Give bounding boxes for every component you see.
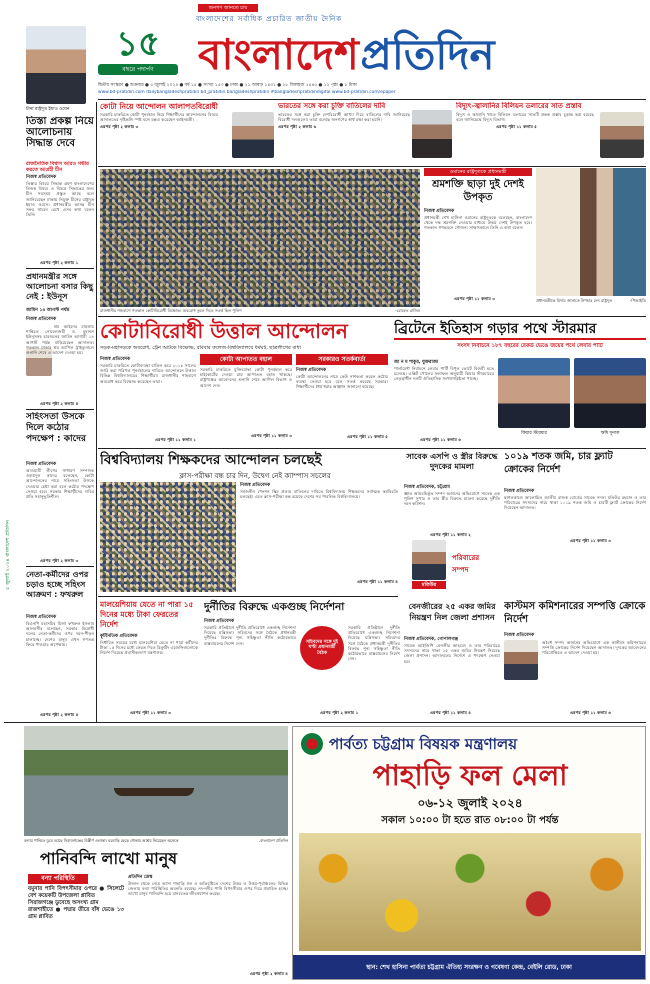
quota-jump-1: এরপর পৃষ্ঠা ১১ কলাম ১ bbox=[155, 437, 196, 442]
ad-venue-band bbox=[293, 955, 645, 979]
left-rule-1 bbox=[26, 268, 94, 269]
quota-col-3 bbox=[296, 367, 388, 447]
masthead-tagline-badge: জনগণ জানতে চায় bbox=[198, 4, 258, 12]
matiur-inset-line1: পরিবারের bbox=[452, 554, 480, 562]
pm-story-headline: শ্রমশক্তি ছাড়া দুই দেশই উপকৃত bbox=[432, 179, 524, 203]
teachers-subhead: ক্লাস-পরীক্ষা বন্ধ চার দিন, উদ্বেগ নেই ক্যাম্পাস সচলের bbox=[179, 472, 331, 480]
flood-caption-credit: -বাংলাদেশ প্রতিদিন bbox=[258, 838, 288, 843]
starmer-photo bbox=[498, 358, 570, 428]
corruption-body: সরকারি প্রতিষ্ঠানে দুর্নীতি প্রতিরোধে একগুচ্ছ নির্দেশনা দিয়েছে মন্ত্রিসভা। সচিবদের সঙ্গে বৈঠকে প্রধানমন্ত্রী দুর্নীতির বিরুদ্ধে শূন্য সহিষ্ণুতা নীতি কঠোরভাবে বাস্তবায়নের নির্দেশ দেন। bbox=[204, 625, 296, 646]
left-jump-4: এরপর পৃষ্ঠা ২ কলাম ৫ bbox=[40, 712, 79, 717]
flood-box-item-1: যমুনার পানি বিপৎসীমার ওপরে ● সিলেটে বেশ কয়েকটি উপজেলা প্লাবিত bbox=[28, 886, 124, 899]
top-row-rule bbox=[98, 166, 646, 167]
main-protest-photo bbox=[100, 169, 420, 307]
flood-boat bbox=[114, 788, 194, 796]
flood-box-item-3: রাজশাহীতে ● পদ্মার তীরে বাঁধ ভেঙে ১৩ গ্রাম প্লাবিত bbox=[28, 907, 124, 920]
top-story-3-jump: এরপর পৃষ্ঠা ১১ কলাম ৫ bbox=[496, 124, 537, 130]
top-story-1-jump: এরপর পৃষ্ঠা ২ কলাম ৩ bbox=[100, 124, 139, 130]
flood-body-wrap bbox=[128, 874, 288, 980]
customs-headline: কাস্টমস কমিশনারের সম্পত্তি ক্রোকে নির্দেশ bbox=[504, 601, 646, 625]
main-photo-caption bbox=[100, 308, 420, 314]
matiur-inset bbox=[412, 540, 500, 600]
masthead bbox=[88, 4, 648, 84]
title-bangladesh: বাংলাদেশ bbox=[198, 30, 359, 79]
social-links[interactable]: www.bd-pratidin.com dailybangladeshpratidin bd_pratidin bangladeshpratidin #bangladeshpratidindigital www.bd-pratidin.com/epaper bbox=[98, 90, 396, 95]
matiur-name: মতিউর bbox=[412, 581, 446, 589]
top-story-1-photo bbox=[232, 112, 274, 158]
pm-story-body: প্রধানমন্ত্রী শেখ হাসিনা ওমানের রাষ্ট্রদূতকে বলেছেন, বাংলাদেশ থেকে দক্ষ শ্রমশক্তি নেওয়ার মাধ্যমে উভয় দেশই উপকৃত হবে। গতকাল গণভবনে সৌজন্য সাক্ষাৎকালে তিনি এ কথা বলেন। bbox=[424, 215, 532, 231]
flood-box-item-2: সিরাজগঞ্জে ডুবেছে অসংখ্য গ্রাম bbox=[28, 900, 99, 906]
flood-box-title: বন্যা পরিস্থিতি bbox=[28, 874, 88, 884]
left-byline-2: নিজস্ব প্রতিবেদক bbox=[26, 317, 57, 322]
pm-story-jump: এরপর পৃষ্ঠা ১১ কলাম ৩ bbox=[454, 296, 495, 301]
top-story-2-photo bbox=[412, 110, 452, 158]
main-photo-caption-text: রাজধানীর শাহবাগে গতকাল কোটাবিরোধী বিক্ষোভ। অবরোধ তুলে দিতে সতর্ক ছিল পুলিশ bbox=[100, 308, 242, 313]
top-story-1-body: সরকারি চাকরিতে কোটা পুনর্বহাল নিয়ে শিক্ষার্থীদের আন্দোলনের বিষয়ে আদালতের দৃষ্টিভঙ্গি স্পষ্ট বলে মন্তব্য করেছেন আইনমন্ত্রী। bbox=[100, 112, 218, 123]
quota-byline: নিজস্ব প্রতিবেদক bbox=[100, 357, 131, 362]
quota-col-1 bbox=[100, 356, 196, 446]
quota-row-rule bbox=[98, 448, 646, 449]
sunak-caption: ঋষি সুনাক bbox=[600, 431, 620, 436]
top-story-2 bbox=[278, 102, 410, 164]
left-body-2: শ্রম আইনের মামলায় শান্তিতে নোবেলজয়ী ড. মুহাম্মদ ইউনূসসহ চারজনের জামিন আগামী ১৪ আগস্ট পর্যন্ত বাড়িয়েছেন আদালত। গতকাল ঢাকার শ্রম আপিল ট্রাইব্যুনালে শুনানি শেষে এ আদেশ দেওয়া হয়। bbox=[26, 324, 94, 356]
top-story-3-headline: বিদ্যুৎ-জ্বালানির বিলিয়ন ডলারের সাত প্রস্তাব bbox=[456, 102, 582, 110]
ssp-jump: এরপর পৃষ্ঠা ১১ কলাম ২ bbox=[430, 532, 471, 537]
spine-date: ৫ জুলাই ২০২৪ বাংলাদেশ প্রতিদিন bbox=[5, 520, 11, 590]
left-body-4: বিএনপি মহাসচিব মির্জা ফখরুল ইসলাম আলমগীর বলেছেন, সরকার বিরোধী দলের নেতা-কর্মীদের ওপর দমন-পীড়ন চালাচ্ছে। দেশের মানুষ এখন গণতন্ত্র ফিরে পাওয়ার অপেক্ষায়। bbox=[26, 621, 94, 647]
pm-photo-credit: -পিআইডি bbox=[629, 298, 646, 303]
mid-page-rule bbox=[4, 722, 646, 723]
land-body: ছাগলকাণ্ডে আলোচিত জাতীয় রাজস্ব বোর্ডের সাবেক সদস্য মতিউর রহমান ও তার পরিবারের সদস্যদের নামে থাকা ১০১৯ শতক জমি ও চারটি ফ্ল্যাট ক্রোকের নির্দেশ দিয়েছেন আদালত। bbox=[504, 495, 646, 511]
left-headline-4: নেতা-কর্মীদের ওপর চড়াও হচ্ছে সহিংস আক্রমণ : ফখরুল bbox=[26, 570, 89, 599]
uk-body: পার্লামেন্ট নির্বাচনে লেবার পার্টি বিপুল ভোটে বিজয়ী হতে চলেছে। এক্সিট পোলের ফলাফল অনুযায়ী কিয়ার স্টারমারের নেতৃত্বাধীন দলটি ঐতিহাসিক সংখ্যাগরিষ্ঠতা পাচ্ছে। bbox=[394, 366, 494, 382]
left-byline-1: নিজস্ব প্রতিবেদক bbox=[26, 175, 57, 180]
top-story-2-headline: ভারতের সঙ্গে করা চুক্তি বাতিলের দাবি bbox=[278, 102, 386, 110]
title-pratidin: প্রতিদিন bbox=[360, 30, 495, 79]
customs-body: অবৈধ সম্পদ অর্জনের অভিযোগে এক কাস্টমস কমিশনারের সম্পত্তি ক্রোকের নির্দেশ দিয়েছেন আদালত। দুদকের আবেদনের পরিপ্রেক্ষিতে এ আদেশ দেওয়া হয়। bbox=[542, 640, 646, 656]
customs-jump: এরপর পৃষ্ঠা ১১ কলাম ৬ bbox=[570, 710, 611, 715]
top-story-3-photo bbox=[600, 112, 644, 158]
uk-subhead: সংসদ নির্বাচনে ১৮৭ বছরের রেকর্ড ভেঙে জয়ের পথে লেবার পার্টি bbox=[457, 343, 603, 349]
flood-caption-text: বন্যার পানিতে ডুবে আছে সিরাজগঞ্জের বিস্তীর্ণ এলাকা। ঘরবাড়ি ছেড়ে নৌকায় আশ্রয় নিয়েছেন অনেকে bbox=[24, 838, 179, 843]
teachers-jump: এরপর পৃষ্ঠা ১১ কলাম ৪ bbox=[357, 579, 398, 584]
quota-headline: কোটাবিরোধী উত্তাল আন্দোলন bbox=[100, 319, 348, 343]
flood-photo-caption bbox=[24, 838, 288, 844]
teachers-headline: বিশ্ববিদ্যালয় শিক্ষকদের আন্দোলন চলছেই bbox=[100, 452, 322, 468]
customs-byline: নিজস্ব প্রতিবেদক bbox=[504, 633, 535, 638]
quota-byline-3: নিজস্ব প্রতিবেদক bbox=[296, 368, 327, 373]
quota-body-1: সরকারি চাকরিতে কোটাব্যবস্থা বাতিল করে ২০১৮ সালের জারি করা পরিপত্র পুনর্বহালের দাবিতে আন্দোলনে উত্তাল বিভিন্ন বিশ্ববিদ্যালয়ের শিক্ষার্থীরা। রাজধানীর শাহবাগে অবরোধ করে বিক্ষোভ করেছেন তারা। bbox=[100, 363, 196, 384]
top-story-3-body: বিদ্যুৎ ও জ্বালানি খাতে বিলিয়ন ডলারের সাতটি প্রকল্প প্রস্তাব চূড়ান্ত করা হয়েছে বলে জানিয়েছে বিদ্যুৎ বিভাগ। bbox=[456, 112, 594, 123]
left-jump-2: এরপর পৃষ্ঠা ২ কলাম ৪ bbox=[40, 401, 79, 406]
corruption-circle-text: সচিবদের সঙ্গে দুই ঘণ্টা প্রধানমন্ত্রী বৈঠক bbox=[305, 639, 339, 656]
matiur-inset-line2: সম্পদ bbox=[452, 566, 469, 574]
left-jump-1: এরপর পৃষ্ঠা ২ কলাম ১ bbox=[40, 260, 79, 265]
quota-body-2: সরকারি চাকরিতে মুক্তিযোদ্ধা কোটা পুনর্বহাল করে হাইকোর্টের দেওয়া রায় আপাতত বহাল থাকছে। রাষ্ট্রপক্ষের আবেদনের শুনানি শেষে আপিল বিভাগ এ আদেশ দেন। bbox=[200, 367, 292, 388]
main-photo-credit: -রোহেত রাজিব bbox=[395, 308, 420, 313]
loan-body: নির্ধারিত সময়ের মধ্যে মালয়েশিয়া যেতে না পারা কর্মীদের টাকা ১৫ দিনের মধ্যে ফেরত দিতে রিক্রুটিং এজেন্সিগুলোকে নির্দেশ দিয়েছে প্রবাসীকল্যাণ মন্ত্রণালয়। bbox=[100, 640, 198, 656]
flood-box bbox=[28, 874, 124, 980]
left-byline-3: নিজস্ব প্রতিবেদক bbox=[26, 462, 57, 467]
fruit-fair-ad bbox=[292, 726, 646, 980]
issue-info-line: দ্বিতীয় সংস্করণ ● শুক্রবার ● ৫ জুলাই ২০২৪ ● বর্ষ ১৫ ● সংখ্যা ১৫৩ ● ঢাকা ● ২১ আষাঢ় ১৪৩১ ● ২৮ জিলহজ ১৪৪৫ ● ১২ পৃষ্ঠা ● ৮ টাকা bbox=[98, 83, 357, 88]
corruption-body-cont: সরকারি প্রতিষ্ঠানে দুর্নীতি প্রতিরোধে একগুচ্ছ নির্দেশনা দিয়েছে মন্ত্রিসভা। সচিবদের সঙ্গে বৈঠকে প্রধানমন্ত্রী দুর্নীতির বিরুদ্ধে শূন্য সহিষ্ণুতা নীতি কঠোরভাবে বাস্তবায়নের নির্দেশ দেন। bbox=[348, 625, 400, 662]
quota-badge-1: কোটা আপাতত বহাল bbox=[200, 354, 292, 365]
ad-ministry: পার্বত্য চট্টগ্রাম বিষয়ক মন্ত্রণালয় bbox=[329, 735, 518, 753]
pm-story-photo-caption bbox=[536, 298, 646, 304]
left-jump-3: এরপর পৃষ্ঠা ২ কলাম ৩ bbox=[40, 558, 79, 563]
china-ambassador-photo bbox=[26, 26, 86, 104]
corruption-circle bbox=[300, 626, 344, 670]
left-headline-3: সহিংসতা উসকে দিলে কঠোর পদক্ষেপ : কাদের bbox=[26, 412, 86, 444]
pm-photo-caption-text: প্রধানমন্ত্রীকে বিদায় জানাতে উপহার দেন রাষ্ট্রদূত bbox=[536, 298, 612, 303]
anniversary-logo bbox=[98, 24, 178, 76]
quota-subhead: সড়ক-মহাসড়কে অবরোধ, ট্রেন আটকে বিক্ষোভ, রবিবার কলেজ-বিশ্ববিদ্যালয়ে ধর্মঘট, ছাত্রলীগের বাধা bbox=[100, 345, 301, 351]
left-column bbox=[4, 4, 94, 720]
left-column-divider bbox=[96, 102, 97, 722]
ad-title: পাহাড়ি ফল মেলা bbox=[372, 759, 568, 792]
flood-byline: প্রতিদিন ডেস্ক bbox=[128, 875, 153, 880]
left-rule-3 bbox=[26, 566, 94, 567]
benazir-headline: বেনজীরের ২৫ একর জমির নিয়ন্ত্রণ নিল জেলা প্রশাসন bbox=[408, 602, 496, 622]
benazir-body: সাবেক আইজিপি বেনজীর আহমেদ ও তার পরিবারের সদস্যদের নামে থাকা ২৫ একর জমির নিয়ন্ত্রণ নিয়েছে জেলা প্রশাসন। আদালতের নির্দেশে এ পদক্ষেপ নেওয়া হয়। bbox=[404, 643, 500, 664]
loan-jump: এরপর পৃষ্ঠা ১১ কলাম ৩ bbox=[130, 710, 171, 715]
quota-jump-2: এরপর পৃষ্ঠা ১১ কলাম ৩ bbox=[251, 433, 292, 438]
ad-venue: স্থান: শেখ হাসিনা পার্বত্য চট্টগ্রাম ঐতিহ্য সংরক্ষণ ও গবেষণা কেন্দ্র, বেইলি রোড, ঢাকা bbox=[366, 963, 572, 971]
corruption-jump: এরপর পৃষ্ঠা ২ কলাম ১ bbox=[320, 710, 359, 715]
land-jump: এরপর পৃষ্ঠা ১১ কলাম ৩ bbox=[570, 538, 611, 543]
quota-badge-2: সরকারও সতর্কবার্তা bbox=[296, 354, 388, 365]
quota-jump-3: এরপর পৃষ্ঠা ১১ কলাম ৫ bbox=[347, 434, 388, 439]
ad-fruit-collage bbox=[299, 833, 641, 951]
ssp-byline: নিজস্ব প্রতিবেদক, চট্টগ্রাম bbox=[404, 485, 450, 490]
teachers-row-rule bbox=[98, 596, 398, 597]
loan-byline: কূটনৈতিক প্রতিবেদক bbox=[100, 634, 138, 639]
benazir-byline: নিজস্ব প্রতিবেদক, গোপালগঞ্জ bbox=[404, 637, 459, 642]
flood-body: উজান থেকে নেমে আসা পাহাড়ি ঢল ও অতিবৃষ্টিতে দেশের উত্তর ও উত্তর-পূর্বাঞ্চলের বিভিন্ন জেলায় বন্যা পরিস্থিতির অবনতি হয়েছে। নদ-নদীর পানি বিপৎসীমার ওপর দিয়ে প্রবাহিত হচ্ছে। লাখো মানুষ পানিবন্দি হয়ে মানবেতর জীবনযাপন করছে। bbox=[128, 881, 288, 897]
pm-story-photo bbox=[536, 168, 646, 296]
masthead-title bbox=[198, 22, 638, 80]
left-headline-1: তিস্তা প্রকল্প নিয়ে আলোচনায় সিদ্ধান্ত দেবে bbox=[26, 116, 94, 149]
teachers-photo bbox=[100, 482, 236, 592]
pm-story bbox=[424, 168, 646, 314]
ad-dates: ০৬-১২ জুলাই ২০২৪ bbox=[417, 796, 523, 810]
flood-jump: এরপর পৃষ্ঠা ২ কলাম ৪ bbox=[249, 971, 288, 976]
teachers-byline: নিজস্ব প্রতিবেদক bbox=[240, 483, 271, 488]
left-headline-2: প্রধানমন্ত্রীর সঙ্গে আলোচনা বসার কিছু নেই : ইউনূস bbox=[26, 272, 94, 301]
photo-row-rule bbox=[98, 316, 646, 317]
land-headline: ১০১৯ শতক জমি, চার ফ্ল্যাট ক্রোকের নির্দেশ bbox=[504, 451, 613, 475]
top-story-2-jump: এরপর পৃষ্ঠা ২ কলাম ৬ bbox=[278, 124, 317, 130]
starmer-caption: কিয়ার স্টারমার bbox=[521, 431, 547, 436]
left-byline-4: নিজস্ব প্রতিবেদক bbox=[26, 615, 57, 620]
left-subhead-1: রাজনৈতিক বিশ্বাস আরও গভীর করতে আগ্রহী চীন bbox=[26, 161, 89, 173]
quota-body-3: কোটা আন্দোলনের নামে কেউ নাশকতা করলে কঠোর ব্যবস্থা নেওয়া হবে বলে সতর্ক করেছে সরকার। শিক্ষার্থীদের ধৈর্য ধরার আহ্বান জানানো হয়েছে। bbox=[296, 374, 388, 390]
teachers-body-wrap bbox=[240, 482, 398, 594]
uk-headline: ব্রিটেনে ইতিহাস গড়ার পথে স্টারমার bbox=[394, 318, 646, 340]
masthead-rule bbox=[98, 99, 646, 100]
anniversary-subtext: বছরে পদার্পণ bbox=[98, 64, 178, 75]
uk-byline: জা ন ম শাকুর, যুক্তরাজ্য bbox=[394, 360, 439, 365]
left-rule-2 bbox=[26, 409, 94, 410]
teachers-body: সর্বজনীন পেনশন স্কিম প্রত্যয় বাতিলের দাবিতে বিশ্ববিদ্যালয় শিক্ষকদের সর্বাত্মক কর্মবিরতি চলছেই। এতে ক্লাস-পরীক্ষা বন্ধ রয়েছে দেশের সব পাবলিক বিশ্ববিদ্যালয়ে। bbox=[240, 489, 398, 500]
pm-story-byline: নিজস্ব প্রতিবেদক bbox=[424, 209, 455, 214]
flood-photo bbox=[24, 726, 288, 836]
ad-govt-logo bbox=[301, 733, 323, 755]
top-story-1-headline: কোটা নিয়ে আন্দোলন আলাপতবিরোধী bbox=[100, 102, 218, 111]
flood-headline: পানিবন্দি লাখো মানুষ bbox=[40, 849, 178, 868]
loan-headline: মালয়েশিয়ায় যেতে না পারা ১৫ দিনের মধ্যে টাকা ফেরতের নির্দেশ bbox=[100, 600, 194, 629]
left-subhead-2: জামিন ১৪ আগস্ট পর্যন্ত bbox=[26, 308, 70, 313]
benazir-jump: এরপর পৃষ্ঠা ১১ কলাম ৪ bbox=[430, 710, 471, 715]
matiur-photo bbox=[412, 540, 446, 580]
anniversary-number: ১৫ bbox=[115, 24, 161, 64]
ssp-body: জ্ঞাত আয়বহির্ভূত সম্পদ অর্জনের অভিযোগে সাবেক এক পুলিশ সুপার ও তার স্ত্রীর বিরুদ্ধে মামলা করেছে দুর্নীতি দমন কমিশন। bbox=[404, 491, 500, 507]
land-byline: নিজস্ব প্রতিবেদক bbox=[504, 489, 535, 494]
masthead-subtitle: বাংলাদেশের সর্বাধিক প্রচারিত জাতীয় দৈনিক bbox=[196, 15, 343, 23]
left-portrait-caption: চীনা রাষ্ট্রদূত ইয়াও ওয়েন bbox=[26, 107, 70, 112]
top-story-2-body: ভারতের সঙ্গে করা চুক্তি দেশবিরোধী আখ্যা দিয়ে বাতিলের দাবি জানিয়েছে বিরোধী দলগুলো। তারা বলেছে জনগণের স্বার্থ রক্ষা করা হয়নি। bbox=[278, 112, 410, 123]
customs-photo bbox=[504, 640, 538, 680]
corruption-byline: নিজস্ব প্রতিবেদক bbox=[204, 619, 235, 624]
uk-jump: এরপর পৃষ্ঠা ১১ কলাম ৬ bbox=[420, 437, 461, 442]
corruption-headline: দুর্নীতির বিরুদ্ধে একগুচ্ছ নির্দেশনা bbox=[204, 601, 345, 613]
left-body-1: তিস্তার বিষয়ে সিদ্ধান্ত গ্রহণ বাংলাদেশের নিজস্ব বিষয়। এ বিষয়ে সিদ্ধান্তের জন্য চীন সবসময় প্রস্তুত আছে বলে জানিয়েছেন ঢাকায় নিযুক্ত চীনের রাষ্ট্রদূত ইয়াও ওয়েন। প্রধানমন্ত্রীর আসন্ন চীন সফর সামনে রেখে এসব কথা বলেন তিনি। bbox=[26, 181, 94, 218]
pm-story-kicker: ওমানের রাষ্ট্রদূতকে প্রধানমন্ত্রী bbox=[424, 168, 532, 176]
ssp-headline: সাবেক এসপি ও স্ত্রীর বিরুদ্ধে দুদকের মামলা bbox=[406, 452, 498, 471]
sunak-photo bbox=[574, 358, 646, 428]
ad-time: সকাল ১০:০০ টা হতে রাত ০৮:০০ টা পর্যন্ত bbox=[381, 815, 559, 826]
left-body-3: আওয়ামী লীগের সাধারণ সম্পাদক ওবায়দুল কাদের বলেছেন, কোটা আন্দোলনের নামে সহিংসতা উসকে দেওয়ার চেষ্টা করা হলে কঠোর পদক্ষেপ নেওয়া হবে। সরকার শিক্ষার্থীদের দাবির প্রতি সহানুভূতিশীল। bbox=[26, 468, 94, 500]
quota-col-2 bbox=[200, 367, 292, 447]
